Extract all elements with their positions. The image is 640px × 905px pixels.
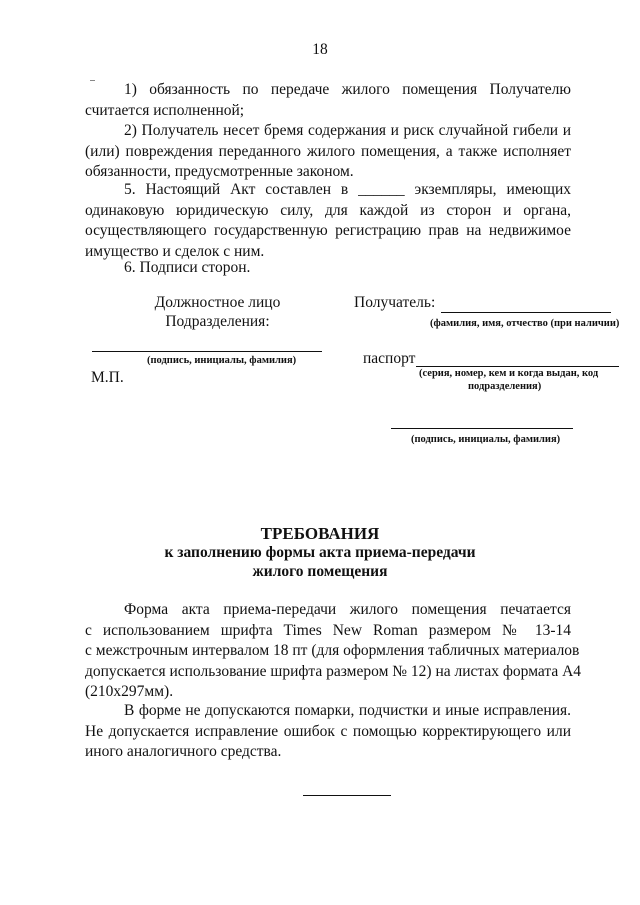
- passport-line: [416, 366, 619, 367]
- paragraph-line: 2) Получатель несет бремя содержания и риск случайной гибели и: [124, 122, 571, 139]
- page-number: 18: [312, 41, 328, 58]
- official-signature-caption: (подпись, инициалы, фамилия): [147, 355, 297, 366]
- paragraph-line: 1) обязанность по передаче жилого помещения Получателю: [124, 81, 571, 98]
- paragraph-line: 6. Подписи сторон.: [124, 259, 251, 276]
- end-separator: [303, 795, 391, 796]
- paragraph-line: 5. Настоящий Акт составлен в ______ экземпляры, имеющих: [124, 181, 571, 198]
- paragraph-2: [85, 121, 571, 183]
- recipient-signature-line: [391, 428, 573, 429]
- paragraph-3: [85, 180, 571, 262]
- passport-label: паспорт: [363, 350, 416, 367]
- passport-caption-1: (серия, номер, кем и когда выдан, код: [419, 368, 599, 379]
- requirements-subtitle-1: к заполнению формы акта приема-передачи: [164, 544, 476, 561]
- paragraph-line: В форме не допускаются помарки, подчистки и иные исправления.: [124, 702, 571, 719]
- paragraph-line: имущество и сделок с ним.: [85, 242, 265, 260]
- paragraph-4: [85, 258, 571, 279]
- recipient-label: Получатель:: [354, 294, 436, 311]
- recipient-signature-caption: (подпись, инициалы, фамилия): [411, 434, 561, 445]
- passport-caption-2: подразделения): [468, 381, 542, 392]
- paragraph-line: считается исполненной;: [85, 101, 245, 119]
- official-signature-line: [92, 351, 322, 352]
- paragraph-1: [85, 80, 571, 121]
- stamp-label: М.П.: [91, 369, 124, 386]
- requirements-paragraph-1: [85, 600, 582, 703]
- requirements-title: ТРЕБОВАНИЯ: [260, 524, 380, 543]
- requirements-subtitle-2: жилого помещения: [252, 563, 388, 580]
- paragraph-line: одинаковую юридическую силу, для каждой из сторон и органа,: [85, 201, 571, 219]
- paragraph-line: осуществляющего государственную регистрацию прав на недвижимое: [85, 222, 571, 239]
- official-subdivision: Подразделения:: [165, 313, 270, 330]
- paragraph-line: с использованием шрифта Times New Roman размером № 13-14: [85, 621, 571, 639]
- recipient-caption: (фамилия, имя, отчество (при наличии): [430, 318, 620, 329]
- paragraph-line: Не допускается исправление ошибок с помощью корректирующего или: [85, 722, 571, 740]
- paragraph-line: иного аналогичного средства.: [85, 743, 282, 760]
- paragraph-line: допускается использование шрифта размером № 12) на листах формата А4: [85, 662, 582, 680]
- paragraph-line: с межстрочным интервалом 18 пт (для оформления табличных материалов: [85, 642, 580, 659]
- official-title: Должностное лицо: [154, 294, 281, 311]
- paragraph-line: Форма акта приема-передачи жилого помещения печатается: [124, 601, 571, 618]
- paragraph-line: (210х297мм).: [85, 683, 174, 700]
- requirements-paragraph-2: [85, 701, 571, 763]
- recipient-name-line: [441, 312, 611, 313]
- paragraph-line: обязанности, предусмотренные законом.: [85, 163, 354, 180]
- paragraph-line: (или) повреждения переданного жилого помещения, а также исполняет: [85, 142, 571, 160]
